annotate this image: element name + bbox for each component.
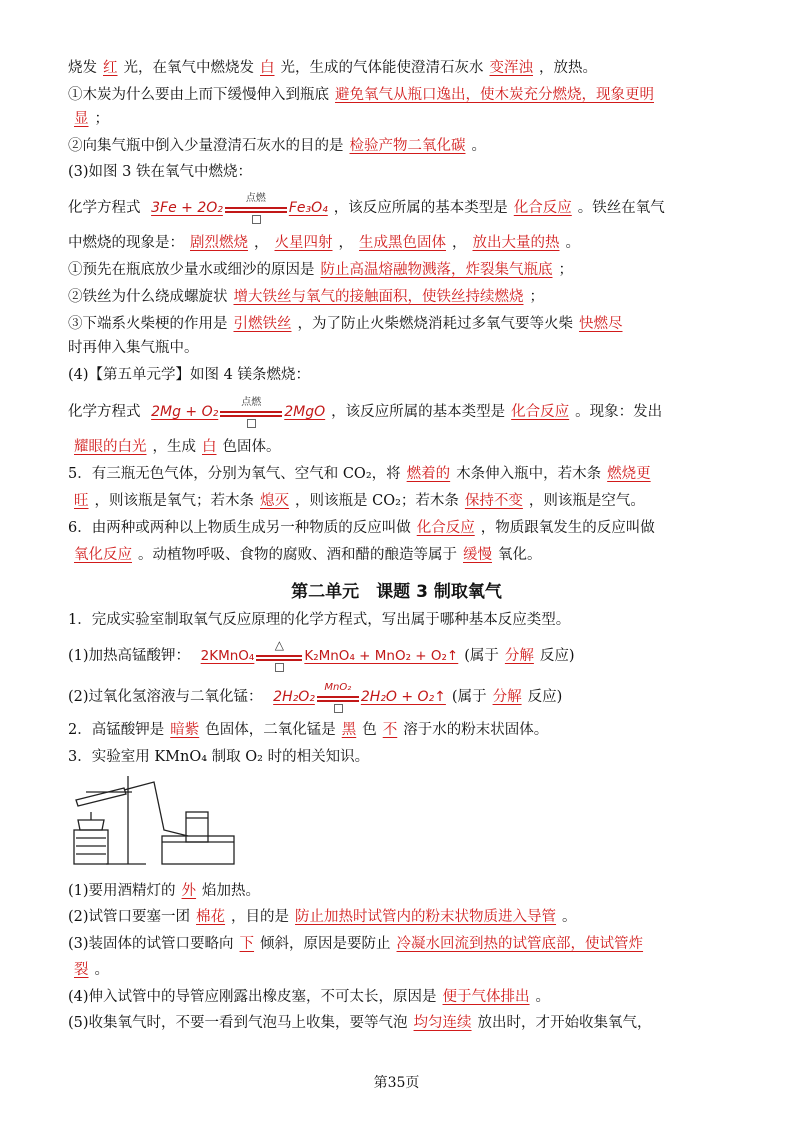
answer-blank: 增大铁丝与氧气的接触面积，使铁丝持续燃烧	[233, 289, 524, 305]
answer-blank: 生成黑色固体	[359, 235, 446, 251]
line-7: 中燃烧的现象是： 剧烈燃烧 ， 火星四射 ， 生成黑色固体 ， 放出大量的热 。	[68, 235, 580, 251]
line-13-equation: 化学方程式 2Mg + O₂ 点燃 2MgO ，该反应所属的基本类型是 化合反应 。现象：发出	[68, 402, 728, 422]
line-1: 烧发 红 光，在氧气中燃烧发 白 光，生成的气体能使澄清石灰水 变浑浊 ，放热。	[68, 60, 597, 76]
line-27: (3)装固体的试管口要略向 下 倾斜，原因是要防止 冷凝水回流到热的试管底部，使试管炸	[68, 934, 728, 954]
line-3: 显 ；	[68, 109, 728, 129]
answer-blank: 旺	[74, 493, 89, 509]
answer-blank: 化合反应	[513, 200, 572, 216]
line-15: 5．有三瓶无色气体，分别为氧气、空气和 CO₂，将 燃着的 木条伸入瓶中，若木条 燃烧更	[68, 464, 728, 484]
answer-blank: 冷凝水回流到热的试管底部，使试管炸	[396, 936, 644, 952]
line-9: ②铁丝为什么绕成螺旋状 增大铁丝与氧气的接触面积，使铁丝持续燃烧 ；	[68, 289, 544, 305]
answer-blank: 避免氧气从瓶口逸出，使木炭充分燃烧，现象更明	[335, 87, 654, 103]
answer-blank: 氧化反应	[74, 547, 132, 563]
chemical-equation: 3Fe + 2O₂ 点燃 Fe₃O₄	[145, 200, 334, 216]
line-18: 氧化反应 。动植物呼吸、食物的腐败、酒和醋的酿造等属于 缓慢 氧化。	[68, 545, 728, 565]
answer-blank: 裂	[74, 962, 89, 978]
line-10: ③下端系火柴梗的作用是 引燃铁丝 ，为了防止火柴燃烧消耗过多氧气要等火柴 快燃尽	[68, 314, 728, 334]
answer-blank: 引燃铁丝	[233, 316, 292, 332]
line-11: 时再伸入集气瓶中。	[68, 340, 199, 356]
answer-blank: 显	[74, 111, 89, 127]
answer-blank: 便于气体排出	[442, 989, 530, 1005]
line-28: 裂 。	[68, 960, 728, 980]
answer-blank: 变浑浊	[489, 60, 533, 76]
answer-blank: 快燃尽	[579, 316, 623, 332]
line-23: 2．高锰酸钾是 暗紫 色固体，二氧化锰是 黑 色 不 溶于水的粉末状固体。	[68, 722, 549, 738]
line-5: (3)如图 3 铁在氧气中燃烧：	[68, 164, 252, 180]
reaction-condition: 点燃	[223, 198, 289, 218]
line-17: 6．由两种或两种以上物质生成另一种物质的反应叫做 化合反应 ，物质跟氧发生的反应叫做	[68, 520, 655, 536]
line-16: 旺 ，则该瓶是氧气；若木条 熄灭 ，则该瓶是 CO₂；若木条 保持不变 ，则该瓶是空气。	[68, 491, 728, 511]
answer-blank: 化合反应	[416, 520, 475, 536]
line-24: 3．实验室用 KMnO₄ 制取 O₂ 时的相关知识。	[68, 749, 370, 765]
answer-blank: 白	[260, 60, 275, 76]
line-30: (5)收集氧气时，不要一看到气泡马上收集，要等气泡 均匀连续 放出时，才开始收集氧气，	[68, 1015, 652, 1031]
reaction-condition: △	[254, 646, 304, 666]
answer-blank: 暗紫	[170, 722, 200, 738]
answer-blank: 剧烈燃烧	[190, 235, 248, 251]
answer-blank: 红	[103, 60, 118, 76]
answer-blank: 燃着的	[406, 466, 451, 482]
reaction-condition: MnO₂	[315, 687, 361, 707]
answer-blank: 均匀连续	[413, 1015, 472, 1031]
line-4: ②向集气瓶中倒入少量澄清石灰水的目的是 检验产物二氧化碳 。	[68, 138, 486, 154]
answer-blank: 检验产物二氧化碳	[349, 138, 466, 154]
answer-blank: 棉花	[196, 909, 226, 925]
line-26: (2)试管口要塞一团 棉花 ，目的是 防止加热时试管内的粉末状物质进入导管 。	[68, 909, 577, 925]
line-25: (1)要用酒精灯的 外 焰加热。	[68, 883, 261, 899]
chemical-equation: 2Mg + O₂ 点燃 2MgO	[145, 404, 331, 420]
line-22-equation: (2)过氧化氢溶液与二氧化锰： 2H₂O₂ MnO₂ 2H₂O + O₂↑ (属于 分解 反应)	[68, 687, 728, 707]
answer-blank: 分解	[504, 648, 534, 664]
chemical-equation: 2KMnO₄ △ K₂MnO₄ + MnO₂ + O₂↑	[195, 648, 465, 664]
answer-blank: 分解	[492, 689, 522, 705]
answer-blank: 外	[181, 883, 197, 899]
answer-blank: 下	[239, 936, 255, 952]
line-21-equation: (1)加热高锰酸钾： 2KMnO₄ △ K₂MnO₄ + MnO₂ + O₂↑ (属于 分解 反应)	[68, 646, 728, 666]
line-14: 耀眼的白光 ，生成 白 色固体。	[68, 437, 728, 457]
answer-blank: 不	[382, 722, 398, 738]
answer-blank: 保持不变	[464, 493, 523, 509]
answer-blank: 黑	[341, 722, 357, 738]
oxygen-apparatus-figure	[66, 770, 236, 870]
line-2: ①木炭为什么要由上而下缓慢伸入到瓶底 避免氧气从瓶口逸出，使木炭充分燃烧，现象更明	[68, 85, 728, 105]
page-number: 第35页	[373, 1075, 420, 1091]
line-20: 1．完成实验室制取氧气反应原理的化学方程式，写出属于哪种基本反应类型。	[68, 612, 571, 628]
answer-blank: 火星四射	[274, 235, 333, 251]
line-29: (4)伸入试管中的导管应刚露出橡皮塞，不可太长，原因是 便于气体排出 。	[68, 989, 551, 1005]
section-title: 第二单元 课题 3 制取氧气	[291, 582, 502, 602]
answer-blank: 缓慢	[463, 547, 492, 563]
answer-blank: 防止高温熔融物溅落，炸裂集气瓶底	[320, 262, 553, 278]
line-8: ①预先在瓶底放少量水或细沙的原因是 防止高温熔融物溅落，炸裂集气瓶底 ；	[68, 262, 573, 278]
answer-blank: 熄灭	[260, 493, 289, 509]
chemical-equation: 2H₂O₂ MnO₂ 2H₂O + O₂↑	[267, 689, 452, 705]
line-6-equation: 化学方程式 3Fe + 2O₂ 点燃 Fe₃O₄ ，该反应所属的基本类型是 化合反应 。铁丝在氧气	[68, 198, 728, 218]
answer-blank: 放出大量的热	[472, 235, 560, 251]
answer-blank: 防止加热时试管内的粉末状物质进入导管	[295, 909, 557, 925]
line-12: (4)【第五单元学】如图 4 镁条燃烧：	[68, 367, 310, 383]
reaction-condition: 点燃	[218, 402, 284, 422]
answer-blank: 耀眼的白光	[74, 439, 147, 455]
answer-blank: 化合反应	[511, 404, 570, 420]
answer-blank: 白	[202, 439, 217, 455]
answer-blank: 燃烧更	[607, 466, 651, 482]
